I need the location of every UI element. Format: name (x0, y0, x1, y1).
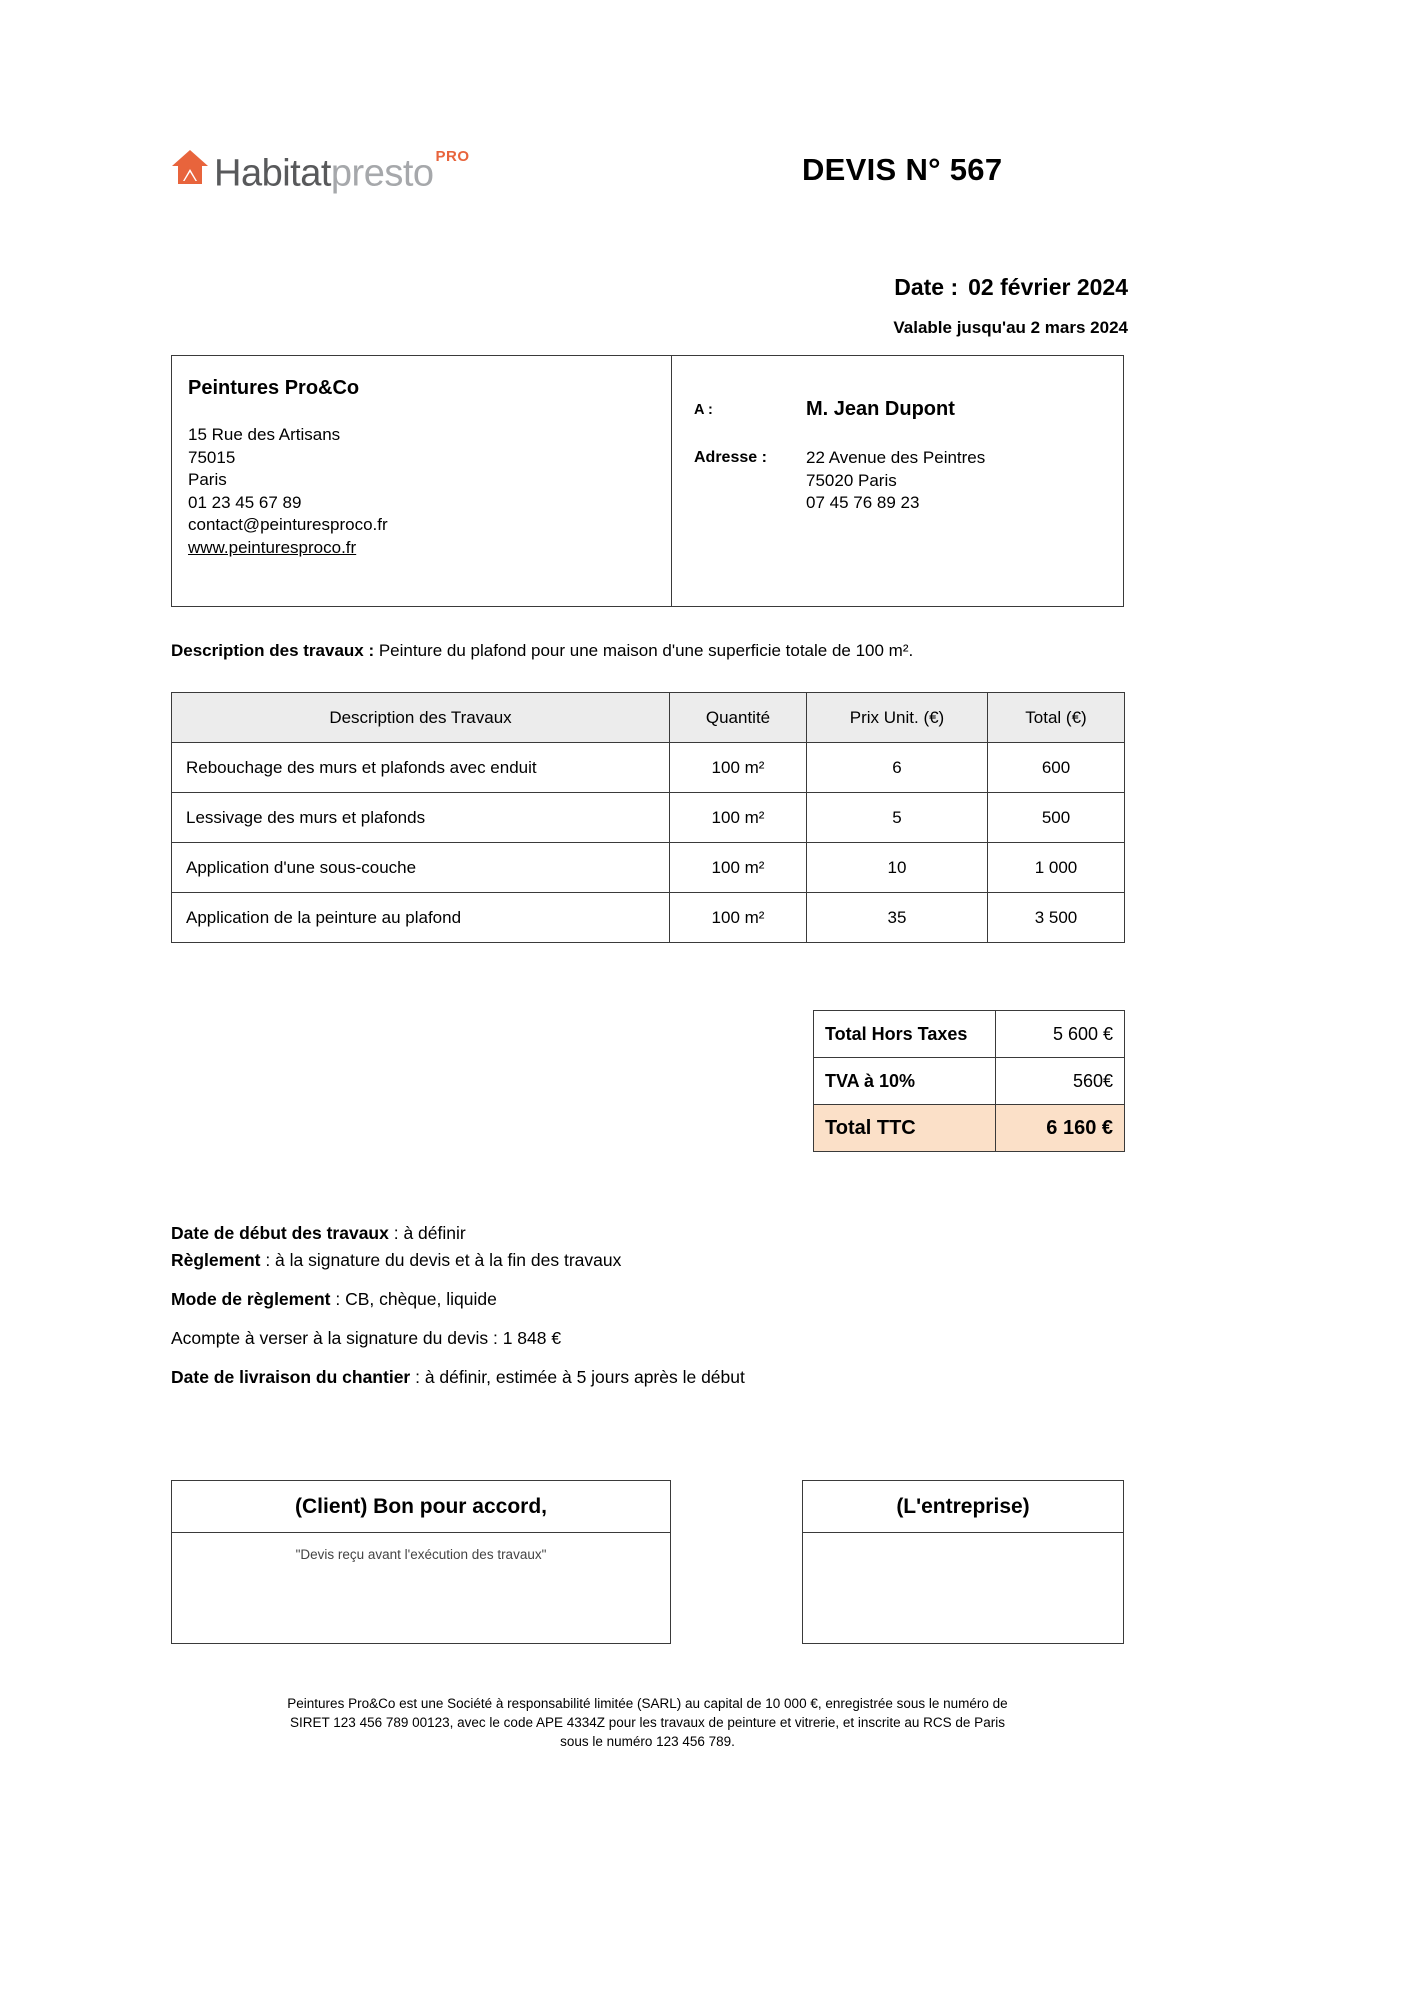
client-block (672, 356, 1123, 606)
signature-box-company[interactable] (802, 1480, 1124, 1644)
signature-client-note: "Devis reçu avant l'exécution des travaux" (295, 1547, 547, 1562)
cell-unit-price: 5 (807, 793, 988, 843)
terms-spacer (171, 1313, 745, 1325)
column-header-quantity: Quantité (670, 693, 807, 743)
client-address-line3: 07 45 76 89 23 (806, 493, 920, 512)
company-street: 15 Rue des Artisans (188, 425, 341, 444)
logo-wordmark (214, 148, 468, 194)
total-ht-label: Total Hors Taxes (814, 1011, 996, 1058)
term-payment (171, 1247, 745, 1274)
quote-validity: Valable jusqu'au 2 mars 2024 (893, 318, 1128, 337)
totals-table (813, 1010, 1125, 1152)
totals-row-ht (814, 1011, 1125, 1058)
term-delivery-label: Date de livraison du chantier (171, 1367, 411, 1387)
totals-row-tva (814, 1058, 1125, 1105)
legal-footer-line-1: Peintures Pro&Co est une Société à responsabilité limitée (SARL) au capital de 10 000 €, enregistrée sous le numéro de (287, 1696, 1008, 1711)
works-description-text: Peinture du plafond pour une maison d'une superficie totale de 100 m². (374, 641, 914, 660)
items-table-body (172, 743, 1125, 943)
company-city: Paris (188, 470, 227, 489)
column-header-unit-price: Prix Unit. (€) (807, 693, 988, 743)
items-table (171, 692, 1125, 943)
table-row (172, 893, 1125, 943)
client-address-row (694, 447, 1123, 515)
cell-description: Lessivage des murs et plafonds (172, 793, 670, 843)
total-ttc-label: Total TTC (814, 1105, 996, 1152)
quote-date-value: 02 février 2024 (968, 274, 1128, 300)
totals-row-ttc (814, 1105, 1125, 1152)
term-start-date-label: Date de début des travaux (171, 1223, 389, 1243)
total-tva-value: 560€ (996, 1058, 1125, 1105)
client-address-line1: 22 Avenue des Peintres (806, 448, 986, 467)
quote-date (894, 274, 1128, 301)
company-postal-code: 75015 (188, 447, 236, 467)
brand-logo (170, 148, 468, 194)
house-icon (170, 148, 210, 186)
company-block (172, 356, 672, 606)
term-method (171, 1286, 745, 1313)
cell-total: 500 (988, 793, 1125, 843)
parties-box (171, 355, 1124, 607)
term-payment-label: Règlement (171, 1250, 261, 1270)
page-title: DEVIS N° 567 (802, 152, 1003, 187)
term-delivery-value: : à définir, estimée à 5 jours après le début (410, 1367, 745, 1387)
total-ht-value: 5 600 € (996, 1011, 1125, 1058)
cell-unit-price: 6 (807, 743, 988, 793)
cell-description: Application de la peinture au plafond (172, 893, 670, 943)
legal-footer-line-2: SIRET 123 456 789 00123, avec le code APE 4334Z pour les travaux de peinture et vitrerie, et inscrite au RCS de Paris (290, 1715, 1005, 1730)
cell-quantity: 100 m² (670, 743, 807, 793)
total-tva-label: TVA à 10% (814, 1058, 996, 1105)
cell-description: Application d'une sous-couche (172, 843, 670, 893)
column-header-description: Description des Travaux (172, 693, 670, 743)
works-description (171, 641, 913, 661)
term-method-value: : CB, chèque, liquide (330, 1289, 497, 1309)
client-to-label: A : (694, 402, 713, 418)
client-address-lines (806, 447, 985, 515)
cell-unit-price: 10 (807, 843, 988, 893)
cell-total: 3 500 (988, 893, 1125, 943)
signature-client-title: (Client) Bon pour accord, (172, 1481, 670, 1533)
cell-total: 1 000 (988, 843, 1125, 893)
company-name: Peintures Pro&Co (188, 377, 360, 399)
cell-total: 600 (988, 743, 1125, 793)
logo-presto-text: presto (330, 152, 434, 195)
cell-quantity: 100 m² (670, 843, 807, 893)
terms-block (171, 1220, 745, 1391)
cell-quantity: 100 m² (670, 893, 807, 943)
cell-quantity: 100 m² (670, 793, 807, 843)
table-row (172, 843, 1125, 893)
client-address-line2: 75020 Paris (806, 470, 897, 490)
term-deposit: Acompte à verser à la signature du devis : 1 848 € (171, 1328, 562, 1348)
logo-habitat-text: Habitat (214, 152, 331, 195)
items-table-head (172, 693, 1125, 743)
items-header-row (172, 693, 1125, 743)
legal-footer-line-3: sous le numéro 123 456 789. (560, 1734, 735, 1749)
legal-footer (171, 1694, 1124, 1751)
company-phone: 01 23 45 67 89 (188, 492, 302, 512)
works-description-label: Description des travaux : (171, 641, 375, 660)
term-start-date-value: : à définir (388, 1223, 466, 1243)
terms-spacer (171, 1274, 745, 1286)
quote-date-label: Date : (894, 274, 959, 300)
table-row (172, 793, 1125, 843)
signature-box-client[interactable] (171, 1480, 671, 1644)
signature-company-title: (L'entreprise) (803, 1481, 1123, 1533)
term-method-label: Mode de règlement (171, 1289, 331, 1309)
term-delivery (171, 1364, 745, 1391)
term-payment-value: : à la signature du devis et à la fin des travaux (260, 1250, 622, 1270)
company-email: contact@peinturesproco.fr (188, 515, 388, 534)
terms-spacer (171, 1352, 745, 1364)
table-row (172, 743, 1125, 793)
term-start-date (171, 1220, 745, 1247)
total-ttc-value: 6 160 € (996, 1105, 1125, 1152)
company-website[interactable]: www.peinturesproco.fr (188, 537, 357, 557)
client-name: M. Jean Dupont (806, 398, 955, 420)
cell-description: Rebouchage des murs et plafonds avec enduit (172, 743, 670, 793)
client-name-row (694, 398, 1123, 421)
cell-unit-price: 35 (807, 893, 988, 943)
logo-pro-badge: PRO (435, 148, 470, 165)
column-header-total: Total (€) (988, 693, 1125, 743)
client-address-label: Adresse : (694, 449, 767, 466)
